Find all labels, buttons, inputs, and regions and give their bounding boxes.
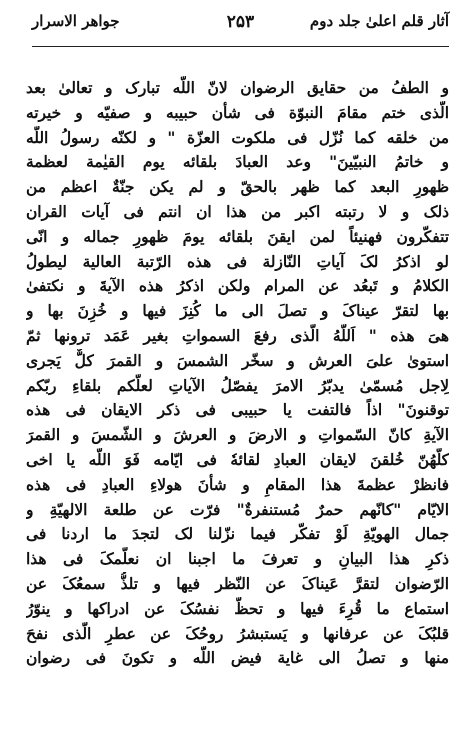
text-line: بها لتقرّ عیناکَ و تصلَ الی ما کُنِزَ فیها و خُزِنَ بها و [26, 302, 449, 321]
page-header [32, 8, 449, 46]
text-line: لِاجل مُسمّیٰ یدبّرُ الامرَ یفصّلُ الآیاتِ لعلّکم بلقاءِ ربّکم [26, 376, 449, 395]
text-line: توقنونَ" اذاً فالتفت یا حبیبی فی ذکر الایقان فی هذه [26, 401, 449, 420]
text-line: و الطفُ من حقایق الرضوان لانّ اللّه تبارک و تعالیٰ بعد [26, 79, 449, 97]
header-divider [32, 46, 449, 47]
page-body [26, 76, 449, 671]
page-number: ۲۵۳ [226, 12, 255, 32]
text-line: الآیةِ کانّ السّمواتِ و الارضَ و العرشَ و الشّمسَ و القمرَ [26, 426, 449, 445]
text-line: ذکرِ هذا البیانِ و تعرفَ ما اجبنا ان نعلّمکَ فی هذا [26, 550, 449, 569]
text-line: منها و تصلُ الی غایة فیض اللّه و تکونَ فی رضوان [26, 649, 449, 668]
section-title: جواهر الاسرار [32, 12, 120, 30]
text-line: کلّهُنّ خُلقنَ لایقان العبادِ لقائهٗ فی ایّامه فَوَ اللّه یا اخی [26, 450, 449, 469]
text-line: من خلقه کما نُزّل فی ملکوت العزّة " و لکنّه رسولُ اللّه [26, 128, 449, 147]
text-line: استماع ما قُرِءَ فیها و تحظُّ نفسُکَ عن ادراکها و ینوّرُ [26, 599, 449, 618]
text-line: الرّضوان لتقرَّ عَیناکَ عن النّظر فیها و تلذُّ سمعُکَ عن [26, 574, 449, 593]
text-line: استویٰ علیَ العرش و سخّر الشمسَ و القمرَ کلٌّ یَجری [26, 351, 449, 370]
text-line: قلبُکَ عن عرفانها و یَستبشرُ روحُکَ عن عطرِ الّذی نفحَ [26, 624, 449, 643]
text-line: تتفکّرون فهنیئاً لمن ایقنَ بلقائه یومَ ظهورِ جماله و انّی [26, 227, 449, 246]
text-line: الایّام "کانّهم حمرٌ مُستنفرةٌ" فرّت عن طلعة الالهیّةِ و [26, 500, 449, 519]
text-line: لو اذکرُ لکَ آیاتِ النّازلة فی هذه الرّتبة العالیة لیطولُ [26, 252, 449, 271]
text-line: هیَ هذه " اَللّهُ الّذی رفعَ السمواتِ بغیر عَمَد ترونها ثمّ [26, 326, 449, 345]
text-line: الّذی ختم مقامَ النبوّة فی شأن حبیبه و صفیّه و خیرته [26, 103, 449, 122]
text-line: جمال الهویّةِ لَوْ تفکّر فیما نزّلنا لک لتجدَ ما اردنا فی [26, 525, 449, 544]
text-line: الکلامُ و تَبعُد عن المرام ولکن اذکرُ هذه الآیةَ و نکتفیٰ [26, 277, 449, 296]
text-line: ظهورِ البعد کما ظهر بالحقّ و لم یکن جنّةٌ اعظم من [26, 178, 449, 197]
text-line: و خاتمُ النبیّینَ" وعد العبادَ بلقائه یوم القیٰمة لعظمة [26, 153, 449, 172]
book-title: آثار قلم اعلیٰ جلد دوم [309, 12, 449, 30]
text-line: ذلک و لا رتبته اکبر من هذا ان انتم فی آیات القران [26, 202, 449, 221]
text-line: فانظرْ عظمةَ هذا المقامِ و شأنَ هولاءِ العبادِ فی هذه [26, 475, 449, 494]
